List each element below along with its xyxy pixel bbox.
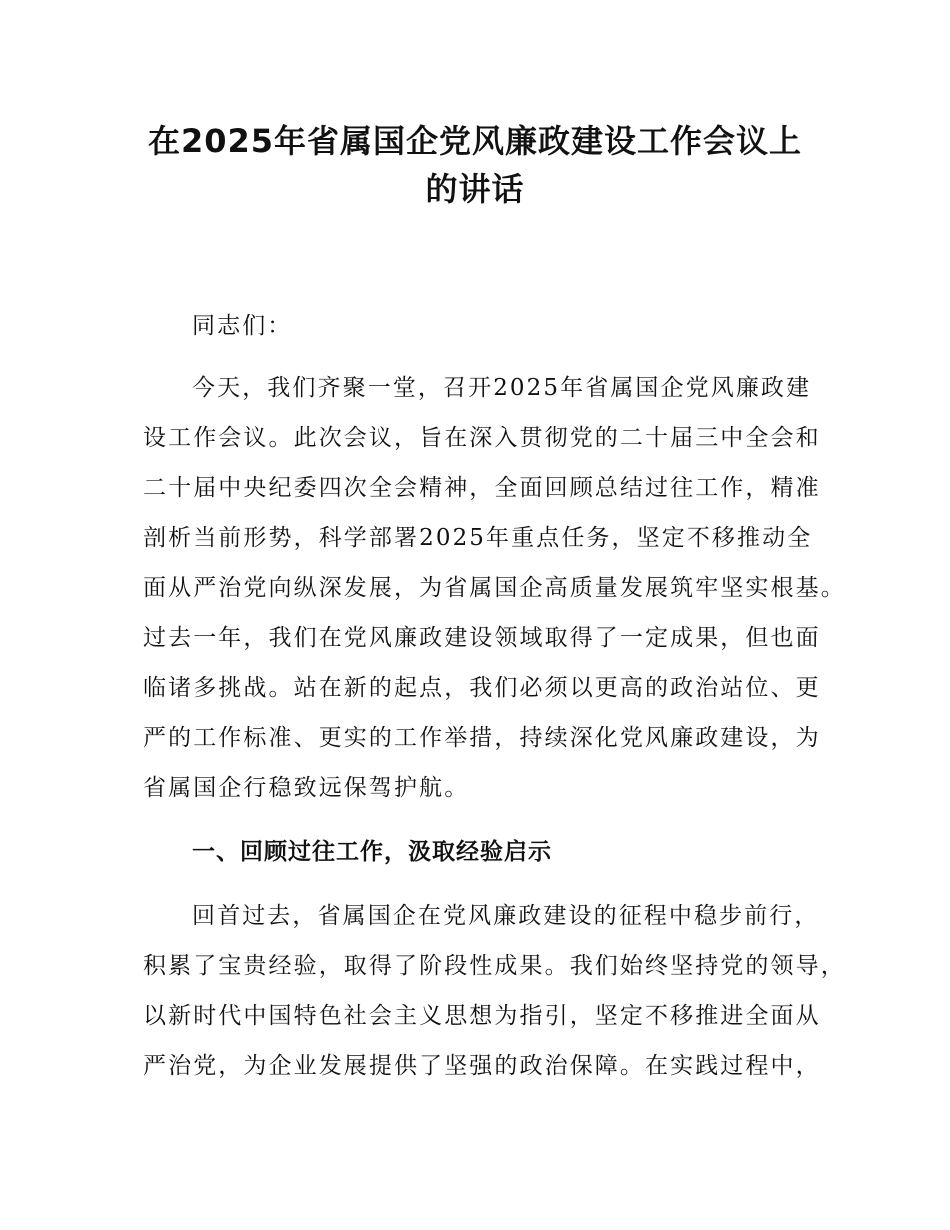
paragraph-line: 今天，我们齐聚一堂，召开2025年省属国企党风廉政建: [192, 375, 812, 401]
paragraph-line: 过去一年，我们在党风廉政建设领域取得了一定成果，但也面: [143, 625, 821, 651]
paragraph-line: 省属国企行稳致远保驾护航。: [143, 775, 470, 801]
paragraph-line: 积累了宝贵经验，取得了阶段性成果。我们始终坚持党的领导，: [143, 953, 846, 979]
paragraph-line: 设工作会议。此次会议，旨在深入贯彻党的二十届三中全会和: [143, 425, 821, 451]
document-title-continued: 的讲话: [425, 170, 525, 208]
salutation: 同志们：: [192, 313, 293, 339]
paragraph-line: 剖析当前形势，科学部署2025年重点任务，坚定不移推动全: [143, 525, 813, 551]
paragraph-line: 严的工作标准、更实的工作举措，持续深化党风廉政建设，为: [143, 725, 821, 751]
paragraph-line: 严治党，为企业发展提供了坚强的政治保障。在实践过程中，: [143, 1053, 821, 1079]
section-heading: 一、回顾过往工作，汲取经验启示: [192, 839, 552, 865]
paragraph-line: 面从严治党向纵深发展，为省属国企高质量发展筑牢坚实根基。: [143, 575, 846, 601]
paragraph-line: 回首过去，省属国企在党风廉政建设的征程中稳步前行，: [192, 903, 820, 929]
paragraph-line: 临诸多挑战。站在新的起点，我们必须以更高的政治站位、更: [143, 675, 821, 701]
document-title: 在2025年省属国企党风廉政建设工作会议上: [147, 122, 803, 160]
paragraph-line: 二十届中央纪委四次全会精神，全面回顾总结过往工作，精准: [143, 475, 821, 501]
paragraph-line: 以新时代中国特色社会主义思想为指引，坚定不移推进全面从: [143, 1003, 821, 1029]
